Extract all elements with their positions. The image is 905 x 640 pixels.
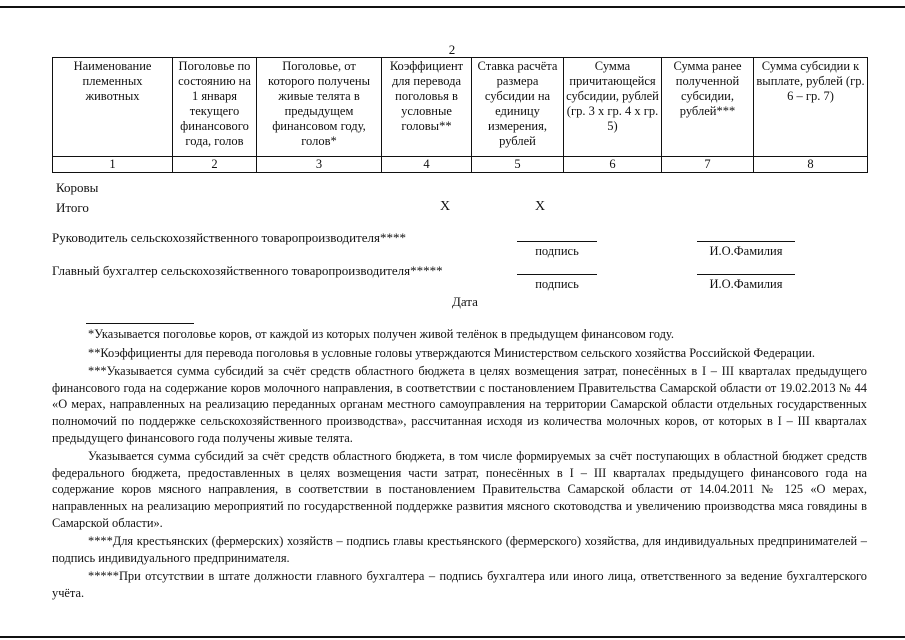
accountant-signature-label: Главный бухгалтер сельскохозяйственного товаропроизводителя*****: [52, 263, 443, 278]
column-number: 7: [662, 157, 754, 173]
footnote-5: *****При отсутствии в штате должности главного бухгалтера – подпись бухгалтера или иного лица, ответственного за ведение бухгалтерского учёта.: [52, 569, 867, 600]
accountant-signature-caption: подпись: [535, 277, 579, 291]
row-label-cows: Коровы: [56, 180, 99, 195]
row-label-total: Итого: [56, 200, 89, 215]
column-number: 5: [472, 157, 564, 173]
head-signature-caption: подпись: [535, 244, 579, 258]
footnote-1: *Указывается поголовье коров, от каждой из которых получен живой телёнок в предыдущем финансовом году.: [88, 327, 674, 341]
footnote-3-continued: Указывается сумма субсидий за счёт средств областного бюджета, в том числе формируемых за счёт поступающих в областной бюджет средств федерального бюджета, предоставленных в целях возмещения части затрат, понесённых в I – III кварталах предыдущего финансового года на содержание коров мясного направления, в соответствии в постановлением Правительства Самарской области от 14.04.2011 № 125 «О мерах, направленных на реализацию мероприятий по государственной поддержке развития мясного скотоводства и увеличению производства мяса говядины в Самарской области».: [52, 449, 867, 530]
column-number: 4: [382, 157, 472, 173]
footnotes: [52, 326, 867, 604]
column-number: 3: [257, 157, 382, 173]
subsidy-table: [52, 57, 868, 173]
header-subsidy-received: Сумма ранее полученной субсидии, рублей***: [662, 58, 754, 157]
table-column-number-row: [53, 157, 868, 173]
table-header-row: [53, 58, 868, 157]
header-coefficient: Коэффициент для перевода поголовья в условные головы**: [382, 58, 472, 157]
header-subsidy-payable: Сумма субсидии к выплате, рублей (гр. 6 – гр. 7): [754, 58, 868, 157]
head-name-caption: И.О.Фамилия: [709, 244, 783, 258]
header-subsidy-rate: Ставка расчёта размера субсидии на единицу измерения, рублей: [472, 58, 564, 157]
header-livestock-calves: Поголовье, от которого получены живые телята в предыдущем финансовом году, голов*: [257, 58, 382, 157]
column-number: 6: [564, 157, 662, 173]
head-name-line: [697, 241, 795, 242]
date-label: Дата: [452, 294, 478, 309]
column-number: 1: [53, 157, 173, 173]
header-livestock-jan1: Поголовье по состоянию на 1 января текущего финансового года, голов: [173, 58, 257, 157]
accountant-name-caption: И.О.Фамилия: [709, 277, 783, 291]
footnote-4: ****Для крестьянских (фермерских) хозяйств – подпись главы крестьянского (фермерского) хозяйства, для индивидуальных предпринимателей – подпись индивидуального предпринимателя.: [52, 534, 867, 565]
column-number: 2: [173, 157, 257, 173]
accountant-name-line: [697, 274, 795, 275]
column-number: 8: [754, 157, 868, 173]
head-signature-line: [517, 241, 597, 242]
top-border-line: [0, 6, 905, 8]
bottom-border-line: [0, 636, 905, 638]
head-signature-label: Руководитель сельскохозяйственного товаропроизводителя****: [52, 230, 406, 245]
header-subsidy-due: Сумма причитающейся субсидии, рублей (гр. 3 х гр. 4 х гр. 5): [564, 58, 662, 157]
footnote-3: ***Указывается сумма субсидий за счёт средств областного бюджета в целях возмещения затрат, понесённых в I – III кварталах предыдущего финансового года на содержание коров молочного направления, в соответствии с постановлением Правительства Самарской области от 19.02.2013 № 44 «О мерах, направленных на реализацию переданных органам местного самоуправления на территории Самарской области отдельных государственных полномочий по поддержке сельскохозяйственного производства», рассчитанная исходя из количества молочных коров, от которых в I – III кварталах предыдущего финансового года получены живые телята.: [52, 364, 867, 445]
total-x-mark-coefficient: X: [440, 199, 451, 214]
accountant-signature-line: [517, 274, 597, 275]
footnote-separator: [86, 323, 194, 324]
footnote-2: **Коэффициенты для перевода поголовья в условные головы утверждаются Министерством сельского хозяйства Российской Федерации.: [88, 345, 816, 360]
page-number: 2: [448, 42, 456, 57]
total-x-mark-rate: X: [535, 199, 546, 214]
header-animal-name: Наименование племенных животных: [53, 58, 173, 157]
